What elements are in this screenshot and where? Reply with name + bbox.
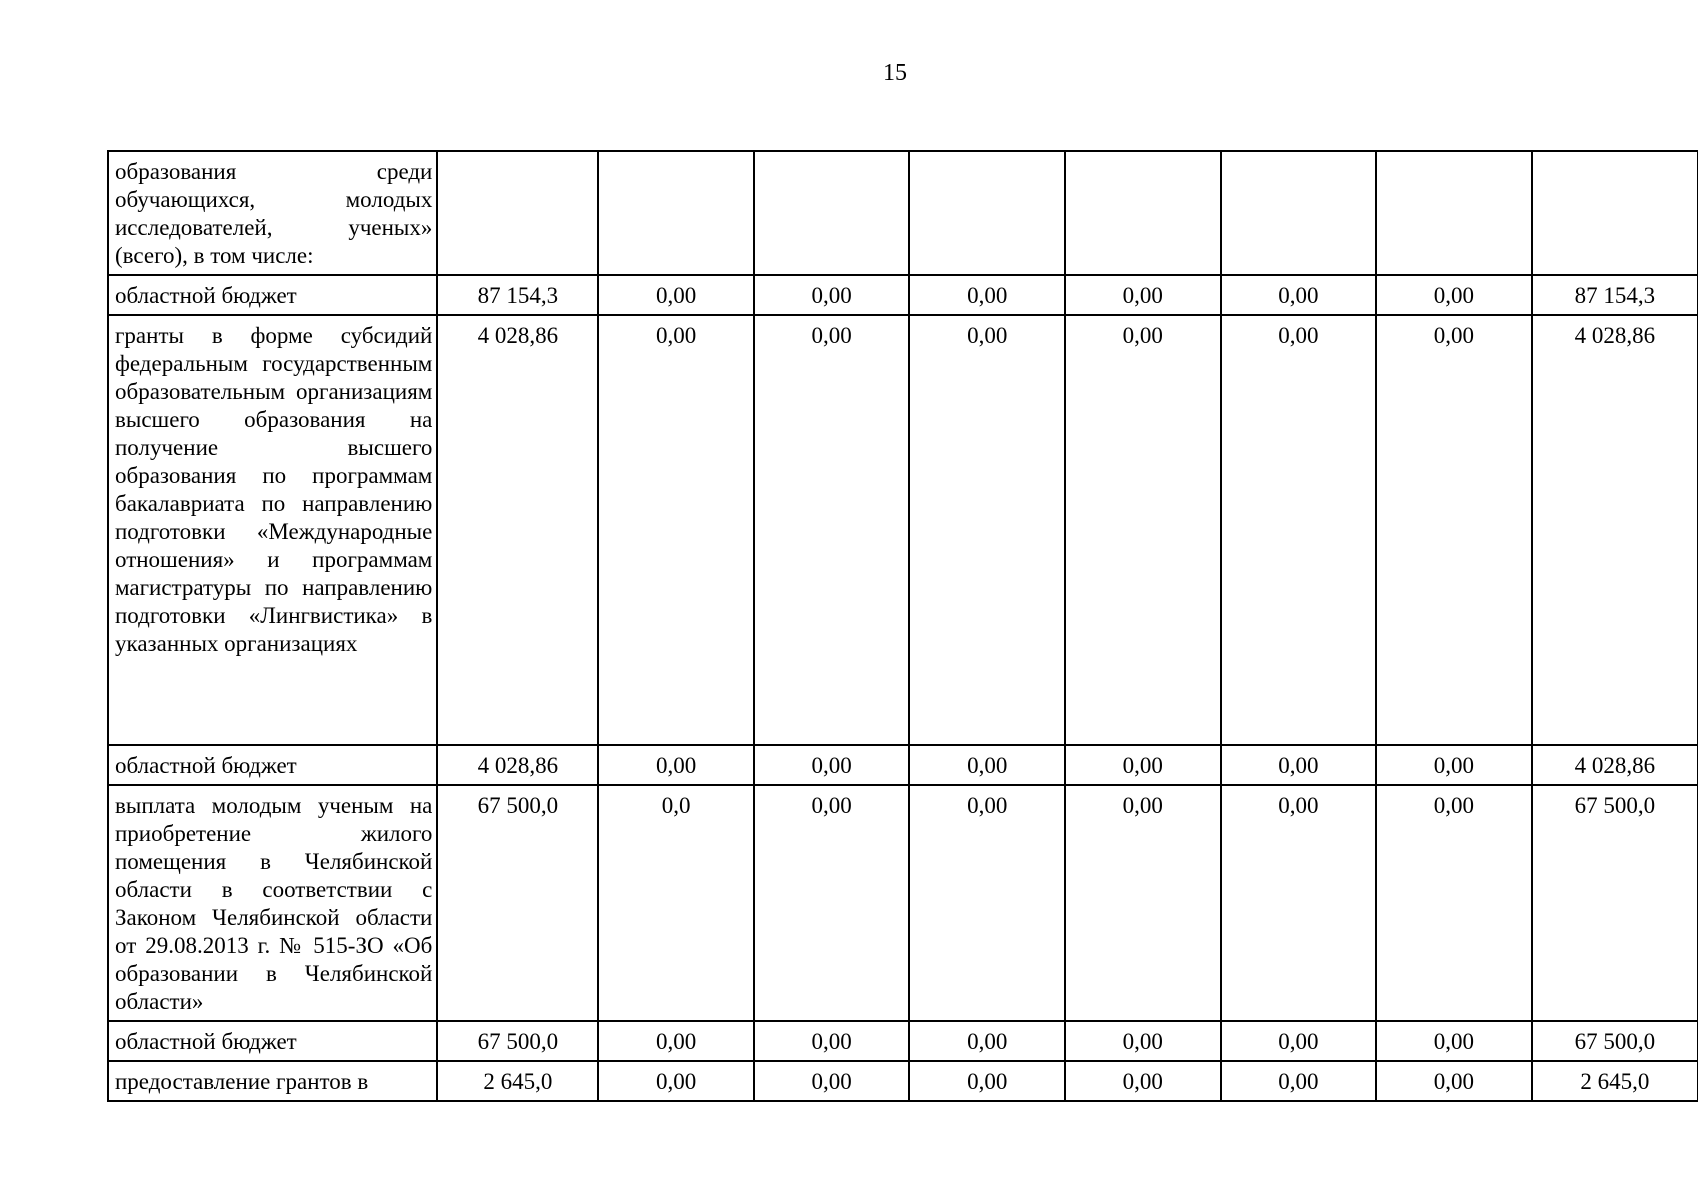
value-cell: 0,00 xyxy=(909,1061,1065,1101)
value-cell: 0,00 xyxy=(1221,745,1377,785)
table-row xyxy=(108,315,1698,745)
row-label: областной бюджет xyxy=(108,1021,437,1061)
value-cell: 0,00 xyxy=(754,745,910,785)
value-cell xyxy=(437,151,598,275)
value-cell: 0,00 xyxy=(1376,785,1532,1021)
table-row xyxy=(108,745,1698,785)
value-cell: 0,00 xyxy=(1065,1021,1221,1061)
row-label: образования среди обучающихся, молодых исследователей, ученых» (всего), в том числе: xyxy=(108,151,437,275)
table-row xyxy=(108,1021,1698,1061)
row-label: предоставление грантов в xyxy=(108,1061,437,1101)
value-cell: 0,00 xyxy=(598,1061,754,1101)
row-label: областной бюджет xyxy=(108,745,437,785)
value-cell xyxy=(754,151,910,275)
value-cell: 2 645,0 xyxy=(1532,1061,1698,1101)
value-cell: 0,00 xyxy=(598,745,754,785)
value-cell: 0,00 xyxy=(909,275,1065,315)
table-body xyxy=(108,151,1698,1101)
value-cell: 67 500,0 xyxy=(437,785,598,1021)
table-row xyxy=(108,785,1698,1021)
value-cell: 67 500,0 xyxy=(437,1021,598,1061)
value-cell: 0,00 xyxy=(909,1021,1065,1061)
value-cell: 0,00 xyxy=(1221,1021,1377,1061)
value-cell: 0,0 xyxy=(598,785,754,1021)
budget-table xyxy=(107,150,1698,1102)
value-cell: 0,00 xyxy=(1065,785,1221,1021)
value-cell: 0,00 xyxy=(598,1021,754,1061)
row-label: выплата молодым ученым на приобретение жилого помещения в Челябинской области в соответствии с Законом Челябинской области от 29.08.2013 г. № 515-ЗО «Об образовании в Челябинской области» xyxy=(108,785,437,1021)
value-cell: 0,00 xyxy=(1221,785,1377,1021)
value-cell: 0,00 xyxy=(754,315,910,745)
value-cell: 0,00 xyxy=(1376,1061,1532,1101)
value-cell xyxy=(909,151,1065,275)
row-label: гранты в форме субсидий федеральным государственным образовательным организациям высшего образования на получение высшего образования по программам бакалавриата по направлению подготовки «Международные отношения» и программам магистратуры по направлению подготовки «Лингвистика» в указанных организациях xyxy=(108,315,437,745)
value-cell: 0,00 xyxy=(1065,275,1221,315)
value-cell: 0,00 xyxy=(1065,315,1221,745)
value-cell: 0,00 xyxy=(1065,1061,1221,1101)
value-cell: 0,00 xyxy=(754,785,910,1021)
value-cell: 0,00 xyxy=(598,275,754,315)
value-cell: 0,00 xyxy=(754,1021,910,1061)
page-number: 15 xyxy=(883,60,907,86)
value-cell: 0,00 xyxy=(754,1061,910,1101)
value-cell xyxy=(598,151,754,275)
value-cell: 4 028,86 xyxy=(437,745,598,785)
value-cell: 0,00 xyxy=(1376,275,1532,315)
value-cell: 0,00 xyxy=(1221,275,1377,315)
value-cell: 87 154,3 xyxy=(1532,275,1698,315)
value-cell: 67 500,0 xyxy=(1532,1021,1698,1061)
value-cell: 0,00 xyxy=(1376,1021,1532,1061)
value-cell: 4 028,86 xyxy=(1532,745,1698,785)
value-cell: 2 645,0 xyxy=(437,1061,598,1101)
value-cell: 0,00 xyxy=(1065,745,1221,785)
value-cell: 87 154,3 xyxy=(437,275,598,315)
value-cell xyxy=(1532,151,1698,275)
value-cell: 67 500,0 xyxy=(1532,785,1698,1021)
value-cell: 0,00 xyxy=(909,315,1065,745)
table-row xyxy=(108,151,1698,275)
value-cell: 0,00 xyxy=(909,785,1065,1021)
value-cell: 0,00 xyxy=(1221,315,1377,745)
value-cell: 0,00 xyxy=(909,745,1065,785)
value-cell: 0,00 xyxy=(598,315,754,745)
value-cell: 0,00 xyxy=(1376,315,1532,745)
value-cell: 4 028,86 xyxy=(437,315,598,745)
table-row xyxy=(108,1061,1698,1101)
row-label: областной бюджет xyxy=(108,275,437,315)
value-cell xyxy=(1376,151,1532,275)
value-cell xyxy=(1221,151,1377,275)
value-cell: 0,00 xyxy=(1376,745,1532,785)
value-cell xyxy=(1065,151,1221,275)
value-cell: 0,00 xyxy=(1221,1061,1377,1101)
table-row xyxy=(108,275,1698,315)
value-cell: 4 028,86 xyxy=(1532,315,1698,745)
value-cell: 0,00 xyxy=(754,275,910,315)
